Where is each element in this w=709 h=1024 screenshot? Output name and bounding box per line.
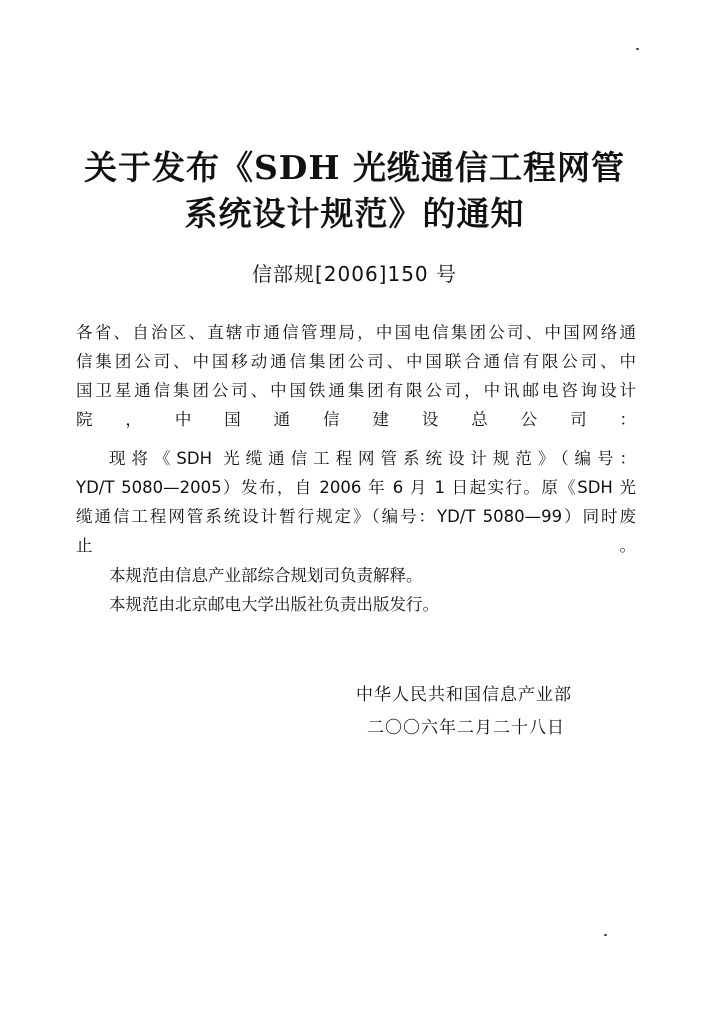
issue-date: 二〇〇六年二月二十八日	[367, 718, 565, 738]
body-line: 现将《SDH 光缆通信工程网管系统设计规范》（编号：	[109, 449, 636, 468]
document-number: 信部规[2006]150 号	[251, 262, 458, 286]
body-line: YD/T 5080—2005）发布，自 2006 年 6 月 1 日起实行。原《SDH 光	[76, 478, 636, 497]
interpretation-paragraph	[76, 561, 636, 590]
recipients-line: 信集团公司、中国移动通信集团公司、中国联合通信有限公司、中	[76, 352, 636, 371]
notice-title-line-2: 系统设计规范》的通知	[184, 194, 525, 233]
scan-speck	[604, 934, 607, 936]
recipients-paragraph	[76, 318, 636, 434]
recipients-line: 各省、自治区、直辖市通信管理局，中国电信集团公司、中国网络通	[76, 323, 636, 342]
body-paragraph	[76, 444, 636, 560]
interpretation-line: 本规范由信息产业部综合规划司负责解释。	[109, 566, 423, 585]
scan-speck	[636, 48, 639, 50]
notice-title-line-1: 关于发布《SDH 光缆通信工程网管	[83, 148, 626, 187]
publisher-paragraph	[76, 590, 636, 619]
issuer-signature: 中华人民共和国信息产业部	[356, 685, 572, 705]
body-line: 缆通信工程网管系统设计暂行规定》（编号：YD/T 5080—99）同时废	[76, 507, 636, 526]
recipients-line: 院，中国通信建设总公司：	[76, 410, 636, 429]
publisher-line: 本规范由北京邮电大学出版社负责出版发行。	[109, 595, 439, 614]
recipients-line: 国卫星通信集团公司、中国铁通集团有限公司，中讯邮电咨询设计	[76, 381, 636, 400]
body-line: 止。	[76, 536, 636, 555]
